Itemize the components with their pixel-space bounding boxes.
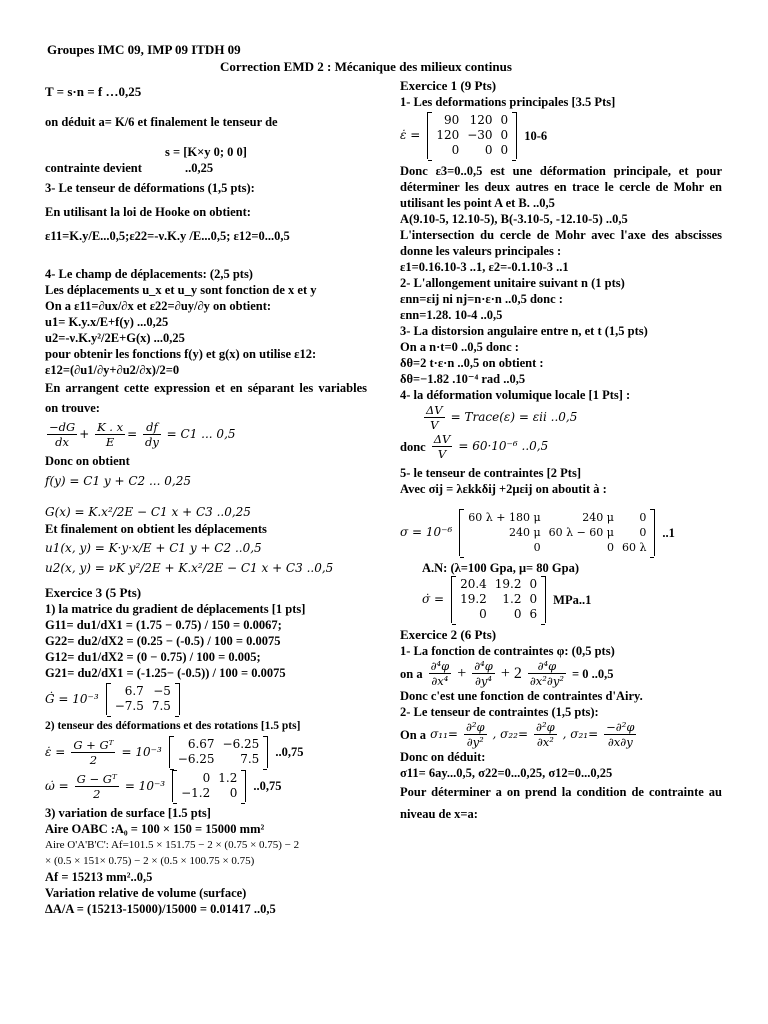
section4-line7: Et finalement on obtient les déplacements [45, 522, 267, 536]
exercise1-q2a: εnn=εij ni nj=n·ε·n ..0,5 donc : [400, 292, 563, 306]
sigma11-symbol: σ₁₁= [430, 727, 458, 741]
exercise1-strain-symbol: ε̇ = [400, 128, 421, 142]
fraction-eq-rhs: = C1 ... 0,5 [166, 427, 236, 441]
section4-line1: Les déplacements u_x et u_y sont fonction de x et y [45, 283, 317, 297]
exercise3-areaf: Af = 15213 mm²..0,5 [45, 870, 153, 884]
exercise3-title: Exercice 3 (5 Pts) [45, 585, 142, 600]
exercise2-title: Exercice 2 (6 Pts) [400, 627, 497, 642]
frac-d4phi-dx4: $\frac{\text{∂⁴φ}}{\text{∂x⁴}}$ [430, 659, 450, 688]
exercise1-q4a [400, 403, 722, 432]
exercise1-sigma2-symbol: σ̇ = [422, 592, 445, 606]
omega-points: ..0,75 [253, 779, 282, 793]
frac-d2phi-dy2: $\frac{\text{∂²φ}}{\text{∂y²}}$ [465, 720, 485, 749]
section4-u2: u2=-ν.K.y²/2E+G(x) ...0,25 [45, 331, 185, 345]
exercise1-q4b [400, 432, 722, 461]
omega-dot-symbol: ω̇ = [45, 778, 69, 793]
section4-u1: u1= K.y.x/E+f(y) ...0,25 [45, 315, 169, 329]
exercise1-matrix-exponent: 10-6 [524, 128, 548, 143]
frac-Kx-E: $\frac{K . x}{E}$ [97, 420, 124, 449]
exercise1-para2: A(9.10-5, 12.10-5), B(-3.10-5, -12.10-5) ..0,5 [400, 212, 628, 226]
exercise1-q4: 4- la déformation volumique locale [1 Pts] : [400, 388, 631, 402]
section4-line4: ε12=(∂u1/∂y+∂u2/∂x)/2=0 [45, 363, 180, 377]
exercise2-q1: 1- La fonction de contraintes φ: (0,5 pts) [400, 644, 615, 658]
exercise2-q2a-pre: On a [400, 727, 427, 742]
exercise1-q3c: δθ=−1.82 .10⁻⁴ rad ..0,5 [400, 372, 526, 386]
exercise3-q1: 1) la matrice du gradient de déplacements [1 pts] [45, 602, 306, 616]
exercise1-strain-matrix: 90 120 0 120 −30 0 0 0 0 [427, 112, 517, 159]
exercise3-eps-line [45, 736, 367, 768]
frac-dV-V-2: $\frac{\Delta V}{V}$ [433, 432, 451, 461]
exercise1-q2: 2- L'allongement unitaire suivant n (1 pts) [400, 276, 625, 290]
exercise3-q2: 2) tenseur des déformations et des rotations [1.5 pts] [45, 720, 301, 732]
exercise1-sigma-prefix: σ = 10⁻⁶ [400, 525, 453, 539]
exercise3-g12: G12= du1/dX2 = (0 − 0.75) / 100 = 0.005; [45, 650, 261, 664]
exercise2-q1a: on a $\frac{\text{∂⁴φ}}{\text{∂x⁴}}$ + $\frac{\text{∂⁴φ}}{\text{∂y⁴}}$ + 2 $\frac{\text{∂⁴φ}}{\text{∂x²∂y²}}$ = 0 ..0,5 [400, 659, 614, 688]
section4-line2: On a ε11=∂ux/∂x et ε22=∂uy/∂y on obtient: [45, 299, 272, 313]
section4-f: f(y) = C1 y + C2 ... 0,25 [45, 474, 191, 488]
stress-tail-line [45, 160, 367, 176]
exercise3-G-matrix-line [45, 683, 367, 715]
exercise1-sigma2-unit: MPa..1 [553, 592, 592, 607]
left-column [45, 78, 367, 917]
frac-d2phi-dx2: $\frac{\text{∂²φ}}{\text{∂x²}}$ [536, 720, 555, 749]
frac-df-dy: $\frac{df}{dy}$ [144, 420, 159, 449]
exercise3-omega-matrix: 0 1.2 −1.2 0 [172, 770, 246, 802]
exercise1-para3: L'intersection du cercle de Mohr avec l'axe des abscisses donne les valeurs principales : [400, 228, 722, 258]
exercise3-area1: Aire O'A'B'C': Af=101.5 × 151.75 − 2 × (0.75 × 0.75) − 2 [45, 839, 300, 851]
exercise1-q1: 1- Les deformations principales [3.5 Pts] [400, 95, 616, 109]
deduce-line: on déduit a= K/6 et finalement le tenseur de [45, 115, 278, 129]
section3-title: 3- Le tenseur de déformations (1,5 pts): [45, 181, 255, 195]
exercise1-q5: 5- le tenseur de contraintes [2 Pts] [400, 466, 581, 480]
stress-tail: contrainte devient [45, 161, 142, 175]
exercise3-g11: G11= du1/dX1 = (1.75 − 0.75) / 150 = 0.0067; [45, 618, 282, 632]
header-groups: Groupes IMC 09, IMP 09 ITDH 09 [47, 42, 241, 57]
exercise2-q1a-post: = 0 ..0,5 [571, 666, 614, 681]
section4-line3: pour obtenir les fonctions f(y) et g(x) on utilise ε12: [45, 347, 317, 361]
section4-u2-final: u2(x, y) = νK y²/2E + K.x²/2E − C1 x + C3 ..0,5 [45, 561, 334, 575]
exercise1-q4b-pre: donc [400, 439, 426, 454]
section4-g: G(x) = K.x²/2E − C1 x + C3 ..0,25 [45, 505, 251, 519]
header-title: Correction EMD 2 : Mécanique des milieux continus [220, 59, 512, 74]
frac-dV-V: $\frac{\Delta V}{V}$ [426, 403, 443, 432]
sigma21-symbol: , σ₂₁= [562, 727, 599, 741]
exercise3-g21: G21= du2/dX1 = (-1.25− (-0.5)) / 100 = 0.0075 [45, 666, 286, 680]
exercise2-q1a-pre: on a [400, 666, 423, 681]
eps-dot-symbol: ε̇ = [45, 744, 66, 759]
omega-factor: = 10⁻³ [124, 778, 166, 793]
exercise2-q2b: Donc on déduit: [400, 750, 486, 764]
section4-u1-final: u1(x, y) = K·y·x/E + C1 y + C2 ..0,5 [45, 541, 262, 555]
exercise2-q1b: Donc c'est une fonction de contraintes d'Airy. [400, 689, 643, 703]
stress-matrix-line: s = [K×y 0; 0 0] [165, 145, 247, 159]
section4-fraction-eq: $\frac{-dG}{dx}$ + $\frac{K . x}{E}$ = $\frac{df}{dy}$ = C1 ... 0,5 [49, 420, 236, 449]
exercise3-area1b: × (0.5 × 151× 0.75) − 2 × (0.5 × 100.75 × 0.75) [45, 855, 255, 867]
exercise2-q2a [400, 720, 722, 749]
stress-points: ..0,25 [184, 161, 214, 175]
frac-dG-dx: $\frac{-dG}{dx}$ [49, 420, 76, 449]
section4-title: 4- Le champ de déplacements: (2,5 pts) [45, 267, 253, 281]
exercise1-q3b: δθ=2 t·ε·n ..0,5 on obtient : [400, 356, 544, 370]
exercise1-sigma-line [400, 509, 722, 556]
exercise1-sigma-matrix: 60 λ + 180 μ 240 μ 0 240 μ 60 λ − 60 μ 0 0 0 60 λ [459, 509, 655, 556]
exercise1-q5a: Avec σij = λεkkδij +2μεij on aboutit à : [400, 482, 607, 496]
frac-d4phi-dy4: $\frac{\text{∂⁴φ}}{\text{∂y⁴}}$ [474, 659, 493, 688]
section3-hooke: En utilisant la loi de Hooke on obtient: [45, 205, 251, 219]
frac-G-minus-GT: $\frac{\text{G − Gᵀ}}{2}$ [76, 771, 117, 801]
exercise3-G-prefix: Ġ = 10⁻³ [45, 691, 99, 706]
top-equation [45, 84, 367, 100]
exercise1-para1: Donc ε3=0..0,5 est une déformation principale, et pour déterminer les deux autres en trace le cercle de Mohr en utilisant les point A et B. ..0,5 [400, 164, 722, 210]
exercise1-sigma-points: ..1 [662, 525, 675, 540]
exercise1-sigma2-line [400, 576, 722, 623]
section3-strains: ε11=K.y/E...0,5;ε22=-ν.K.y /E...0,5; ε12=0...0,5 [45, 229, 290, 243]
section4-line6: Donc on obtient [45, 454, 130, 468]
exercise3-eps-matrix: 6.67 −6.25 −6.25 7.5 [169, 736, 269, 768]
exercise2-q2c: σ11= 6ay...0,5, σ22=0...0,25, σ12=0...0,25 [400, 766, 613, 780]
exercise2-q2: 2- Le tenseur de contraintes (1,5 pts): [400, 705, 599, 719]
frac-d2phi-dxdy: $\frac{\text{−∂²φ}}{\partial x\partial y}$ [606, 720, 635, 749]
exercise3-area0: Aire OABC :A₀ = 100 × 150 = 15000 mm² [45, 822, 265, 836]
sigma22-symbol: , σ₂₂= [492, 727, 529, 741]
exercise1-q3a: On a n·t=0 ..0,5 donc : [400, 340, 519, 354]
exercise1-an: A.N: (λ=100 Gpa, μ= 80 Gpa) [422, 561, 579, 575]
exercise1-para4: ε1=0.16.10-3 ..1, ε2=-0.1.10-3 ..1 [400, 260, 569, 274]
exercise1-q4b-text: = 60·10⁻⁶ ..0,5 [458, 439, 549, 453]
top-equation-text: T = s·n = f …0,25 [45, 84, 142, 99]
eps-points: ..0,75 [275, 745, 304, 759]
exercise1-q4a-text: = Trace(ε) = εii ..0,5 [450, 410, 578, 424]
exercise3-deltaA: ΔA/A = (15213-15000)/15000 = 0.01417 ..0,5 [45, 902, 276, 916]
exercise3-g22: G22= du2/dX2 = (0.25 − (-0.5) / 100 = 0.0075 [45, 634, 281, 648]
exercise2-q2d: Pour déterminer a on prend la condition de contrainte au niveau de x=a: [400, 785, 722, 821]
exercise3-q3: 3) variation de surface [1.5 pts] [45, 806, 211, 820]
section4-line5: En arrangent cette expression et en séparant les variables on trouve: [45, 381, 367, 415]
exercise1-q2b: εnn=1.28. 10-4 ..0,5 [400, 308, 503, 322]
frac-d4phi-dx2dy2: $\frac{\text{∂⁴φ}}{\text{∂x²∂y²}}$ [529, 659, 564, 688]
exercise3-G-matrix: 6.7 −5 −7.5 7.5 [106, 683, 180, 715]
exercise1-q3: 3- La distorsion angulaire entre n, et t (1,5 pts) [400, 324, 648, 338]
exercise1-sigma2-matrix: 20.4 19.2 0 19.2 1.2 0 0 0 6 [451, 576, 546, 623]
exercise3-variation: Variation relative de volume (surface) [45, 886, 247, 900]
frac-G-plus-GT: $\frac{\text{G + Gᵀ}}{2}$ [73, 737, 114, 767]
exercise3-omega-line [45, 770, 367, 802]
exercise1-strain-line [400, 112, 722, 159]
right-column [400, 78, 722, 825]
eps-factor: = 10⁻³ [121, 744, 162, 759]
exercise1-title: Exercice 1 (9 Pts) [400, 78, 497, 93]
